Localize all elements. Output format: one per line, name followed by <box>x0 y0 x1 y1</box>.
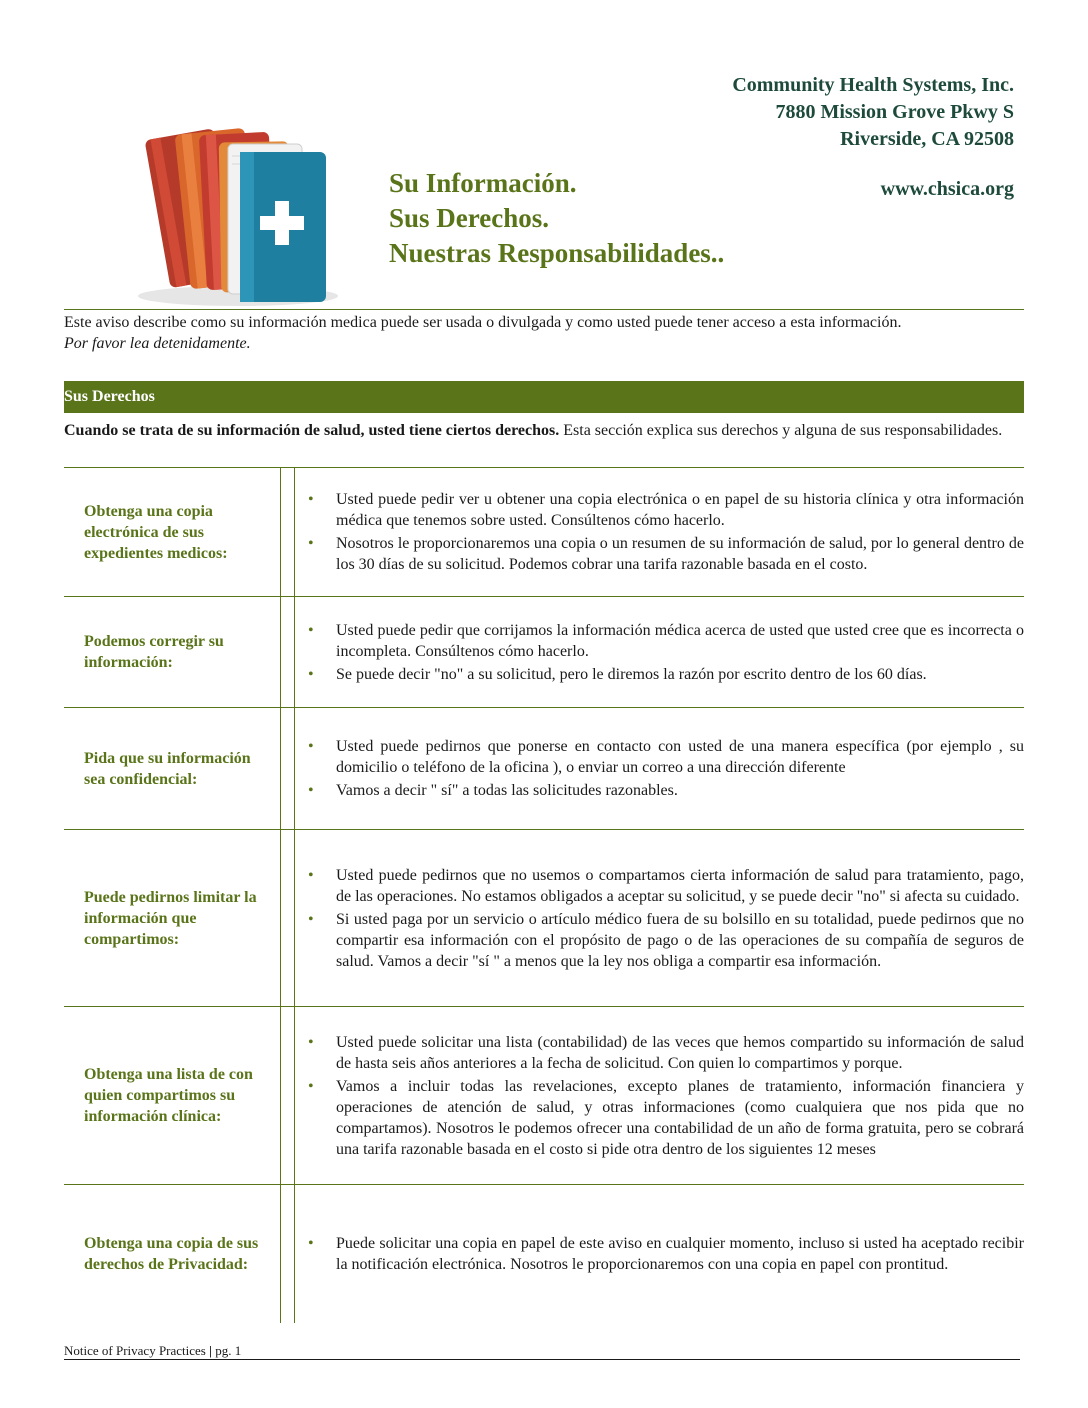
section-lead-rest: Esta sección explica sus derechos y alguna de sus responsabilidades. <box>563 422 1003 439</box>
footer-page-number: pg. 1 <box>215 1343 242 1358</box>
column-divider <box>280 708 296 829</box>
medical-records-logo <box>128 104 358 314</box>
page-footer <box>64 1343 1020 1360</box>
column-divider <box>280 468 296 596</box>
rights-row <box>64 1185 1024 1323</box>
intro-paragraph <box>64 312 1024 354</box>
column-divider <box>280 597 296 707</box>
right-bullet: • Usted puede pedir que corrijamos la información médica acerca de usted que usted cree que es incorrecta o incompleta. Consúltenos cómo hacerlo. <box>296 620 1024 662</box>
right-content <box>296 1185 1024 1323</box>
headline-line-3: Nuestras Responsabilidades.. <box>389 238 725 268</box>
section-lead-bold: Cuando se trata de su información de salud, usted tiene ciertos derechos. <box>64 422 560 439</box>
right-label: Podemos corregir su información: <box>84 633 224 671</box>
right-label: Obtenga una lista de con quien compartimos su información clínica: <box>84 1066 253 1125</box>
org-address-line-1: 7880 Mission Grove Pkwy S <box>775 101 1014 123</box>
org-name: Community Health Systems, Inc. <box>732 74 1014 96</box>
right-bullet: • Usted puede solicitar una lista (contabilidad) de las veces que hemos compartido su información de salud de hasta seis años anteriores a la fecha de solicitud. Con quien lo compartimos y porque. <box>296 1032 1024 1074</box>
column-divider <box>280 1185 296 1323</box>
rights-row <box>64 830 1024 1007</box>
right-label: Obtenga una copia electrónica de sus expedientes medicos: <box>84 502 228 562</box>
headline <box>389 166 724 271</box>
intro-text: Este aviso describe como su información medica puede ser usada o divulgada y como usted puede tener acceso a esta información. <box>64 314 902 331</box>
right-content <box>296 1007 1024 1184</box>
right-content <box>296 708 1024 829</box>
right-bullet: • Si usted paga por un servicio o artículo médico fuera de su bolsillo en su totalidad, puede pedirnos que no compartir esa información con el propósito de pago o de las operaciones de su compañía de seguros de salud. Vamos a decir "sí " a menos que la ley nos obliga a compartir esa información. <box>296 909 1024 972</box>
right-content <box>296 830 1024 1006</box>
rights-row <box>64 708 1024 830</box>
right-bullet: • Usted puede pedir ver u obtener una copia electrónica o en papel de su historia clínica y otra información médica que tenemos sobre usted. Consúltenos cómo hacerlo. <box>296 489 1024 531</box>
org-info <box>732 72 1014 153</box>
right-bullet: • Puede solicitar una copia en papel de este aviso en cualquier momento, incluso si usted ha aceptado recibir la notificación electrónica. Nosotros le proporcionaremos con una copia en papel con prontitud. <box>296 1233 1024 1275</box>
right-bullet: • Nosotros le proporcionaremos una copia o un resumen de su información de salud, por lo general dentro de los 30 días de su solicitud. Podemos cobrar una tarifa razonable basada en el costo. <box>296 533 1024 575</box>
right-bullet: • Vamos a incluir todas las revelaciones, excepto planes de tratamiento, información financiera y operaciones de atención de salud, y otras informaciones (como cualquiera que nos pida que no compartamos). Nosotros le podemos ofrecer una contabilidad de un año de forma gratuita, pero se cobrará una tarifa razonable basada en el costo si pide otra dentro de los siguientes 12 meses <box>296 1076 1024 1160</box>
right-content <box>296 597 1024 707</box>
header-divider <box>64 309 1024 310</box>
right-label: Obtenga una copia de sus derechos de Privacidad: <box>84 1235 259 1273</box>
headline-line-1: Su Información. <box>389 168 577 198</box>
right-bullet: • Usted puede pedirnos que no usemos o compartamos cierta información de salud para tratamiento, pago, de las operaciones. No estamos obligados a aceptar su solicitud, y se puede decir "no" si afecta su cuidado. <box>296 865 1024 907</box>
section-header-bar <box>64 381 1024 413</box>
right-label: Puede pedirnos limitar la información que compartimos: <box>84 888 257 948</box>
rights-row <box>64 468 1024 597</box>
section-title: Sus Derechos <box>64 388 155 405</box>
right-bullet: • Vamos a decir " sí" a todas las solicitudes razonables. <box>296 780 1024 801</box>
right-label: Pida que su información sea confidencial: <box>84 749 251 788</box>
org-address-line-2: Riverside, CA 92508 <box>840 128 1014 150</box>
column-divider <box>280 1007 296 1184</box>
footer-separator: | <box>209 1343 212 1358</box>
rights-row <box>64 1007 1024 1185</box>
headline-line-2: Sus Derechos. <box>389 203 550 233</box>
column-divider <box>280 830 296 1006</box>
footer-title: Notice of Privacy Practices <box>64 1343 206 1358</box>
rights-table <box>64 467 1024 1323</box>
section-lead <box>64 420 1024 441</box>
rights-row <box>64 597 1024 708</box>
right-bullet: • Se puede decir "no" a su solicitud, pero le diremos la razón por escrito dentro de los 60 días. <box>296 664 1024 685</box>
org-website[interactable]: www.chsica.org <box>880 178 1014 200</box>
right-bullet: • Usted puede pedirnos que ponerse en contacto con usted de una manera específica (por ejemplo , su domicilio o teléfono de la oficina ), o enviar un correo a una dirección diferente <box>296 736 1024 778</box>
right-content <box>296 468 1024 596</box>
intro-italic: Por favor lea detenidamente. <box>64 335 251 352</box>
